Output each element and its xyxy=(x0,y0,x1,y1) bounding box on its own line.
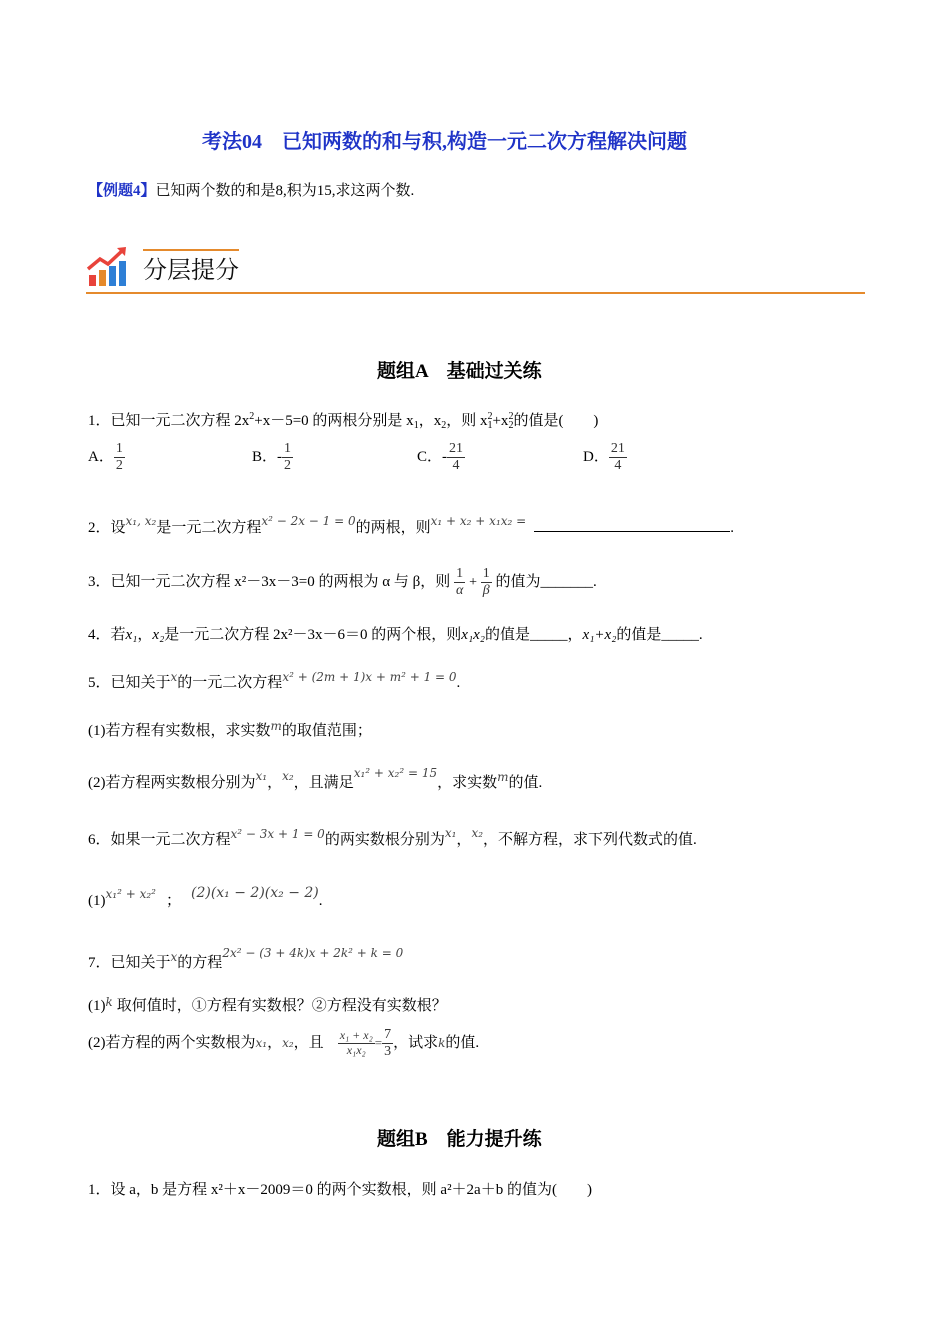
q5-text: 5．已知关于 xyxy=(88,675,171,691)
q4-product: x₁x₂ xyxy=(461,627,486,643)
q4-text4: 的值是_____. xyxy=(616,627,703,643)
q7-p2-mid2: ，试求 xyxy=(393,1035,439,1052)
q5-p1-end: 的取值范围； xyxy=(281,723,372,739)
q2-end: . xyxy=(730,520,734,536)
option-a[interactable] xyxy=(88,441,125,474)
example-label: 【例题4】 xyxy=(88,183,156,199)
option-c[interactable] xyxy=(417,441,465,474)
q4-text: 4．若 xyxy=(88,627,126,643)
q2-mid2: 的两根，则 xyxy=(355,520,431,536)
q7-ratio-fraction: $\frac{\text{x₁ + x₂}}{\text{x₁x₂}}$ xyxy=(339,1028,373,1058)
option-label: B． xyxy=(252,449,278,466)
q5-p2-end: 的值. xyxy=(508,775,543,791)
q5-p1-text: (1)若方程有实数根，求实数 xyxy=(88,723,271,739)
q7-p2-mid: ，且 xyxy=(293,1035,324,1052)
option-d[interactable] xyxy=(583,441,627,474)
q6-mid: 的两实数根分别为 xyxy=(324,832,445,848)
q7-var: x xyxy=(170,950,178,964)
q5-p2-mid: ，且满足 xyxy=(293,775,354,791)
question-a6 xyxy=(88,826,697,849)
q7-p1-var: k xyxy=(105,995,113,1009)
question-a3: 3．已知一元二次方程 x²－3x－3=0 的两根为 α 与 β，则 $\frac{1}{\alpha}$ + $\frac{1}{\beta}$ 的值为_______. xyxy=(88,566,597,599)
q6-equation: x² − 3x + 1 = 0 xyxy=(230,827,325,841)
q4-text3: 的值是_____， xyxy=(485,627,583,643)
q5-p2-x2: x₂ xyxy=(282,769,294,783)
q7-mid: 的方程 xyxy=(177,955,223,971)
q1-text: 1．已知一元二次方程 2x xyxy=(88,413,250,429)
q5-p2-var: m xyxy=(497,770,509,784)
question-a5 xyxy=(88,670,460,692)
q5-p2-mid2: ，求实数 xyxy=(437,775,498,791)
q7-eq-sign: = xyxy=(374,1035,383,1051)
option-sign: - xyxy=(442,449,448,466)
answer-blank[interactable] xyxy=(534,517,730,532)
section-divider xyxy=(86,292,865,294)
q4-x1: x₁ xyxy=(125,627,138,643)
q5-p2-sep: ， xyxy=(267,775,283,791)
q6-sep: ， xyxy=(456,832,472,848)
q7-p2-end: 的值. xyxy=(445,1035,480,1052)
question-a7 xyxy=(88,946,403,972)
q7-p1-end: 取何值时，①方程有实数根？②方程没有实数根？ xyxy=(116,998,447,1014)
q7-p2-x1: x₁ xyxy=(255,1036,268,1051)
q5-end: . xyxy=(456,675,461,691)
q6-expr2: (2)(x₁ − 2)(x₂ − 2) xyxy=(190,885,319,901)
q3-end: 的值为_______. xyxy=(495,574,597,591)
q5-p2-equation: x₁² + x₂² = 15 xyxy=(353,766,438,780)
q1-plus: +x xyxy=(492,413,509,429)
q7-equation: 2x² − (3 + 4k)x + 2k² + k = 0 xyxy=(222,946,404,960)
q7-text: 7．已知关于 xyxy=(88,955,171,971)
q4-sum: x₁+x₂ xyxy=(582,627,617,643)
q4-x2: x₂ xyxy=(152,627,165,643)
group-a-title: 题组A 基础过关练 xyxy=(377,361,542,382)
q2-text: 2．设 xyxy=(88,520,126,536)
option-label: A． xyxy=(88,449,114,466)
q5-var: x xyxy=(170,670,178,684)
q3-frac-beta: $\frac{1}{\beta}$ xyxy=(482,566,490,599)
q2-mid: 是一元二次方程 xyxy=(156,520,262,536)
q5-equation: x² + (2m + 1)x + m² + 1 = 0 xyxy=(282,670,457,684)
q6-semi: ； xyxy=(165,893,181,909)
q4-text2: 是一元二次方程 2x²－3x－6＝0 的两个根，则 xyxy=(164,627,462,643)
q4-sep: ， xyxy=(137,627,153,643)
section-title: 分层提分 xyxy=(143,256,239,284)
q5-p2-text: (2)若方程两实数根分别为 xyxy=(88,775,256,791)
question-a1: 1．已知一元二次方程 $2x^2+x-5=0$ 的两根分别是 $x_1$，$x_2$，则 $x_1^2+x_2^2$的值是( ) xyxy=(88,411,599,431)
q7-p2-var: k xyxy=(438,1036,446,1051)
q6-end: ，不解方程，求下列代数式的值. xyxy=(483,832,697,848)
q6-expr1: x₁² + x₂² xyxy=(105,887,156,901)
question-a5-part2 xyxy=(88,766,542,792)
question-a7-part2 xyxy=(88,1027,479,1060)
q2-equation: x² − 2x − 1 = 0 xyxy=(261,514,356,528)
option-fraction: $\frac{1}{2}$ xyxy=(284,441,292,474)
question-a4 xyxy=(88,623,703,644)
option-fraction: $\frac{21}{4}$ xyxy=(610,441,625,474)
page-title: 考法04 已知两数的和与积,构造一元二次方程解决问题 xyxy=(202,131,687,153)
option-label: C． xyxy=(417,449,443,466)
option-b[interactable] xyxy=(252,441,293,474)
q7-value-fraction: $\frac{7}{3}$ xyxy=(384,1027,392,1060)
q2-roots: x₁, x₂ xyxy=(125,514,157,528)
q3-frac-alpha: $\frac{1}{\alpha}$ xyxy=(455,566,464,599)
example xyxy=(88,179,414,200)
q2-expression: x₁ + x₂ + x₁x₂ = xyxy=(430,514,527,528)
section-icon xyxy=(86,245,130,294)
option-fraction: $\frac{1}{2}$ xyxy=(115,441,123,474)
option-sign: - xyxy=(277,449,283,466)
question-b1: 1．设 a，b 是方程 x²＋x－2009＝0 的两个实数根，则 a²＋2a＋b 的值为( ) xyxy=(88,1182,592,1198)
q6-p1: (1) xyxy=(88,893,106,909)
q1-then: ，则 x xyxy=(446,413,488,429)
q6-x2: x₂ xyxy=(471,826,484,840)
q5-p2-x1: x₁ xyxy=(255,769,268,783)
q1-x2: ，x xyxy=(418,413,442,429)
group-b-title: 题组B 能力提升练 xyxy=(377,1129,542,1150)
q3-text: 3．已知一元二次方程 x²－3x－3=0 的两根为 α 与 β，则 xyxy=(88,574,451,591)
option-fraction: $\frac{21}{4}$ xyxy=(449,441,464,474)
q6-x1: x₁ xyxy=(444,826,457,840)
q7-p1-text: (1) xyxy=(88,998,106,1014)
question-a6-parts xyxy=(88,885,323,910)
question-a2 xyxy=(88,514,734,537)
bar-chart-trend-icon xyxy=(86,245,130,289)
q7-p2-sep: ， xyxy=(267,1035,283,1052)
q7-p2-text: (2)若方程的两个实数根为 xyxy=(88,1035,256,1052)
example-text: 已知两个数的和是8,积为15,求这两个数. xyxy=(155,183,415,199)
question-a7-part1 xyxy=(88,994,447,1015)
q7-p2-x2: x₂ xyxy=(282,1036,294,1051)
q1-text-mid: +x－5=0 的两根分别是 x xyxy=(254,413,414,429)
q5-mid: 的一元二次方程 xyxy=(177,675,283,691)
q1-end: 的值是( ) xyxy=(513,413,599,429)
question-a5-part1 xyxy=(88,719,372,740)
q6-text: 6．如果一元二次方程 xyxy=(88,832,231,848)
q6-dot: . xyxy=(318,893,323,909)
option-label: D． xyxy=(583,449,609,466)
q5-p1-var: m xyxy=(270,719,282,733)
